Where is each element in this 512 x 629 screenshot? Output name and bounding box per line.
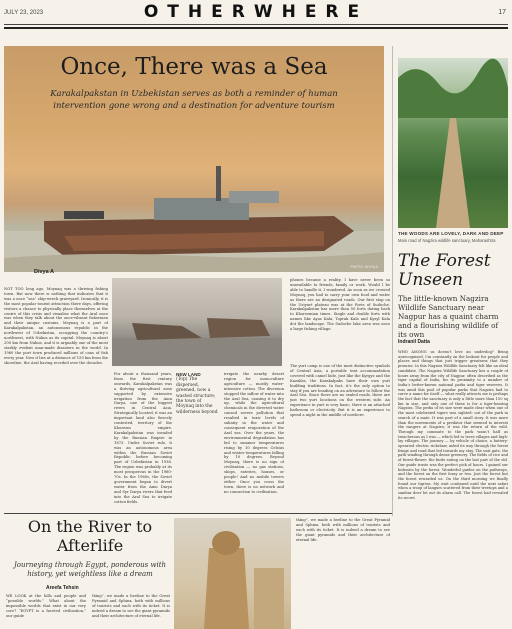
forest-road	[436, 118, 470, 228]
afterlife-column-2: thing”, we made a beeline to the Great Pyramid and Sphinx, both with millions of tourists and each with its ticket. It is indeed a dream to see the giant pyramids and their architecture of eternal life.	[92, 594, 170, 618]
mid-photo-caption	[176, 372, 220, 415]
masthead-rule-thick	[4, 27, 508, 29]
publication-title: OTHERWHERE	[143, 2, 369, 22]
section-rule	[4, 513, 392, 514]
forest-canopy	[398, 59, 508, 118]
photo-wreck-right	[207, 318, 270, 338]
forest-byline: Indranil Datta	[398, 339, 430, 345]
page-number: 17	[498, 9, 506, 16]
lead-hero-image	[4, 46, 384, 272]
lead-subtitle: Karakalpakstan in Uzbekistan serves as both a reminder of human intervention gone wrong and a destination for adventure tourism	[50, 89, 338, 111]
photo-credit: PHOTO: DIVYA A	[350, 265, 378, 269]
masthead-rule	[4, 24, 508, 25]
afterlife-byline: Areefa Tehsin	[46, 585, 79, 591]
lead-headline: Once, There was a Sea	[60, 54, 328, 80]
photo-ground	[112, 338, 282, 366]
wreck-photo-illustration	[112, 278, 282, 366]
lead-column-1: NOT TOO long ago, Moynaq was a thriving fishing town. But now there is nothing that indicates that it was a once “sea” ship-wreck graveyard. Ironically, it is the most popular tourist attraction there days, offering visitors a chance to physically place themselves at the centre of this crisis and visualise what the Aral once was when they talk about the once-vibrant fishermen and their unique customs. Moynaq is a part of Karakalpakstan, an autonomous republic in the northwest of Uzbekistan, occupying the country’s northwest, with Nukus as its capital. Moynaq is about 200 km from Nukus, and it is arguably one of the most starkly evident man-made disasters in the world. In 1960 the port town produced millions of cans of fish every year. Now it lies at a distance of 150 km from the shoreline, the Aral having receded over the decades.	[4, 287, 108, 365]
afterlife-column-1: WE LOOK at the hills and people and “possible worlds.” What about the impossible worlds that exist in our very core? “EGYPT is a faceted civilisation,” our guide	[6, 594, 86, 618]
egypt-statue-photo	[174, 518, 291, 629]
forest-body: WHO AMONG us doesn’t love an underdog? Being unrecognised, I’m constantly on the lookout for people and places and things that just trigger greatness that they promise. In this Nagzira Wildlife Sanctuary felt like an ideal candidate. The Nagzira Wildlife Sanctuary lies a couple of hours away from the city of Nagpur, often described as the tiger capital of India, for its proximity to a number of India’s better-known national parks and tiger reserves. It was amid this pool of popular parks that Nagzira had to carve a name for itself — what really attracts me is perhaps the fact that the sanctuary is only a little more than 150 sq km in size, and only one of these is for a tiger-bearing Nagzira. The perks of its size were made clear when one of the most celebrated tigers was sighted: out of the park in search of a mate. It was part of a small story. It was more than the movements of a predator that seemed to interest the rangers at Nagzira; it was the return of the wild. Through my commute to the park wasn’t half as treacherous as I was — which led to trees villages and high-lay villages. The journey — by vehicle of choice, a battery-operated electric rickshaw, aided its way through the forest fringe and road that led towards my stay. The unit gate, the path winding through dense greenery. The fields of rice and of forest-flower: the birds eating on the last part of the old. Our guide trusts was the perfect pick of hours. I gained our hideouts by the forest. Wonderful guides on the pathways, and the forest on the first foray or two. Just the forest but the forest rewarded us. On the third morning we finally found our tigress. My wait continued until the next safari when a troop of langurs scattered from their treetops and a sambar deer let out its alarm call. The forest had revealed its secret.	[398, 350, 508, 500]
temple-pillar	[254, 568, 284, 629]
afterlife-headline: On the River to Afterlife	[27, 517, 153, 555]
lead-column-4: phones became a reality. I have never been so unavailable to friends, family or work. Would I be able to handle it, I wondered. As soon as we crossed Moynaq, you had to carry your own food and water as there are no designated roads. Our first stop on the Ustyurt plateau was at the Forts of Sudoche. Karakalpakstan has more than 50 forts dating back to Khorezmian times. Single and double forts with names like Ayaz Kala, Toprak Kala and Kyzyl Kala dot the landscape. The Sudoche lake area was once a large fishing village.	[290, 278, 390, 332]
lead-column-2: For about a thousand years, from the first century onwards, Karakalpakstan was a thriving agricultural zone supported by extensive irrigation from the Amu Darya, one of the biggest rivers in Central Asia. Strategically located, it was an important land also fiercely contested, territory of the Khorezm empire. Karakalpakstan was invaded by the Russian Empire in 1873. Under Soviet rule, it was an autonomous area within the Russian Soviet Republic before becoming part of Uzbekistan in 1936. The region was probably at its most prosperous in the 1960-70s. In the 1960s, the Soviet government began to divert water from the Amu Darya and Syr Darya rivers that feed into the Aral Sea to irrigate cotton fields.	[114, 372, 172, 504]
moynaq-wreck-photo	[112, 278, 282, 366]
forest-illustration	[398, 58, 508, 228]
forest-road-photo	[398, 58, 508, 228]
forest-subtitle: The little-known Nagzira Wildlife Sanctuary near Nagpur has a quaint charm and a flourishing wildlife of its own	[398, 294, 499, 339]
statue-body	[204, 548, 249, 629]
forest-headline: The Forest Unseen	[398, 251, 491, 290]
ship-deck-rail	[64, 211, 104, 219]
lead-byline: Divya A	[34, 269, 54, 275]
afterlife-column-3: thing”, we made a beeline to the Great Pyramid and Sphinx, both with millions of tourists and each with its ticket. It is indeed a dream to see the giant pyramids and their architecture of eternal life.	[296, 518, 390, 542]
ship-mast	[216, 166, 221, 201]
issue-date: JULY 23, 2023	[4, 10, 44, 16]
statue-head	[212, 531, 240, 555]
lead-column-5: The yurt camp is one of the most distinctive symbols of Central Asia, a portable tent accommodation covered with camel hide, just like the Kyrgyz and the Kazakhs, the Karakalpaks have their own yurt building traditions. In fact, it’s the only option to stay if you are heading on an adventure to follow the Aral Sea. Since there are no sealed roads, there are just two yurt locations on the western side. An experience in yurt is very basic; there is an attached bathroom or electricity. But it is an experience to spend a night in the middle of nowhere.	[290, 364, 390, 418]
column-divider	[392, 46, 393, 516]
shipwreck-illustration	[4, 46, 384, 272]
photo-wreck-left	[132, 323, 202, 340]
lead-column-3: irrigate the nearby desert region for monoculture agriculture — mostly water-intensive cotton. The diversion stopped the inflow of water into the Aral Sea, causing it to dry up, while the agricultural chemicals in the diverted water caused severe pollution that resulted in toxic levels of salinity in the water and consequent evaporation of the Aral sea. Over the years, the environmental degradation has led to summer temperatures rising by 10 degrees Celsius and winter temperatures falling by 10 degrees. Beyond Moynaq, there is no sign of civilisation — no gas stations, shops, eateries, houses, or people! And no mobile towers either. Once you cross the town, there is no network and no connection to civilisation.	[224, 372, 284, 494]
mid-photo-caption-title: NEW LAND	[176, 372, 201, 377]
afterlife-subtitle: Journeying through Egypt, ponderous with history, yet weightless like a dream	[13, 561, 167, 578]
egypt-illustration	[174, 518, 291, 629]
ship-bridge	[229, 191, 279, 203]
mid-photo-caption-text: (Top) The dispersed, greened, now a wasted structure; the town of Moynaq into the wilderness beyond	[176, 377, 218, 415]
forest-caption-title: THE WOODS ARE LOVELY, DARK AND DEEP	[398, 231, 504, 236]
forest-caption: Main road of Nagzira wildlife sanctuary, Maharashtra	[398, 238, 496, 243]
